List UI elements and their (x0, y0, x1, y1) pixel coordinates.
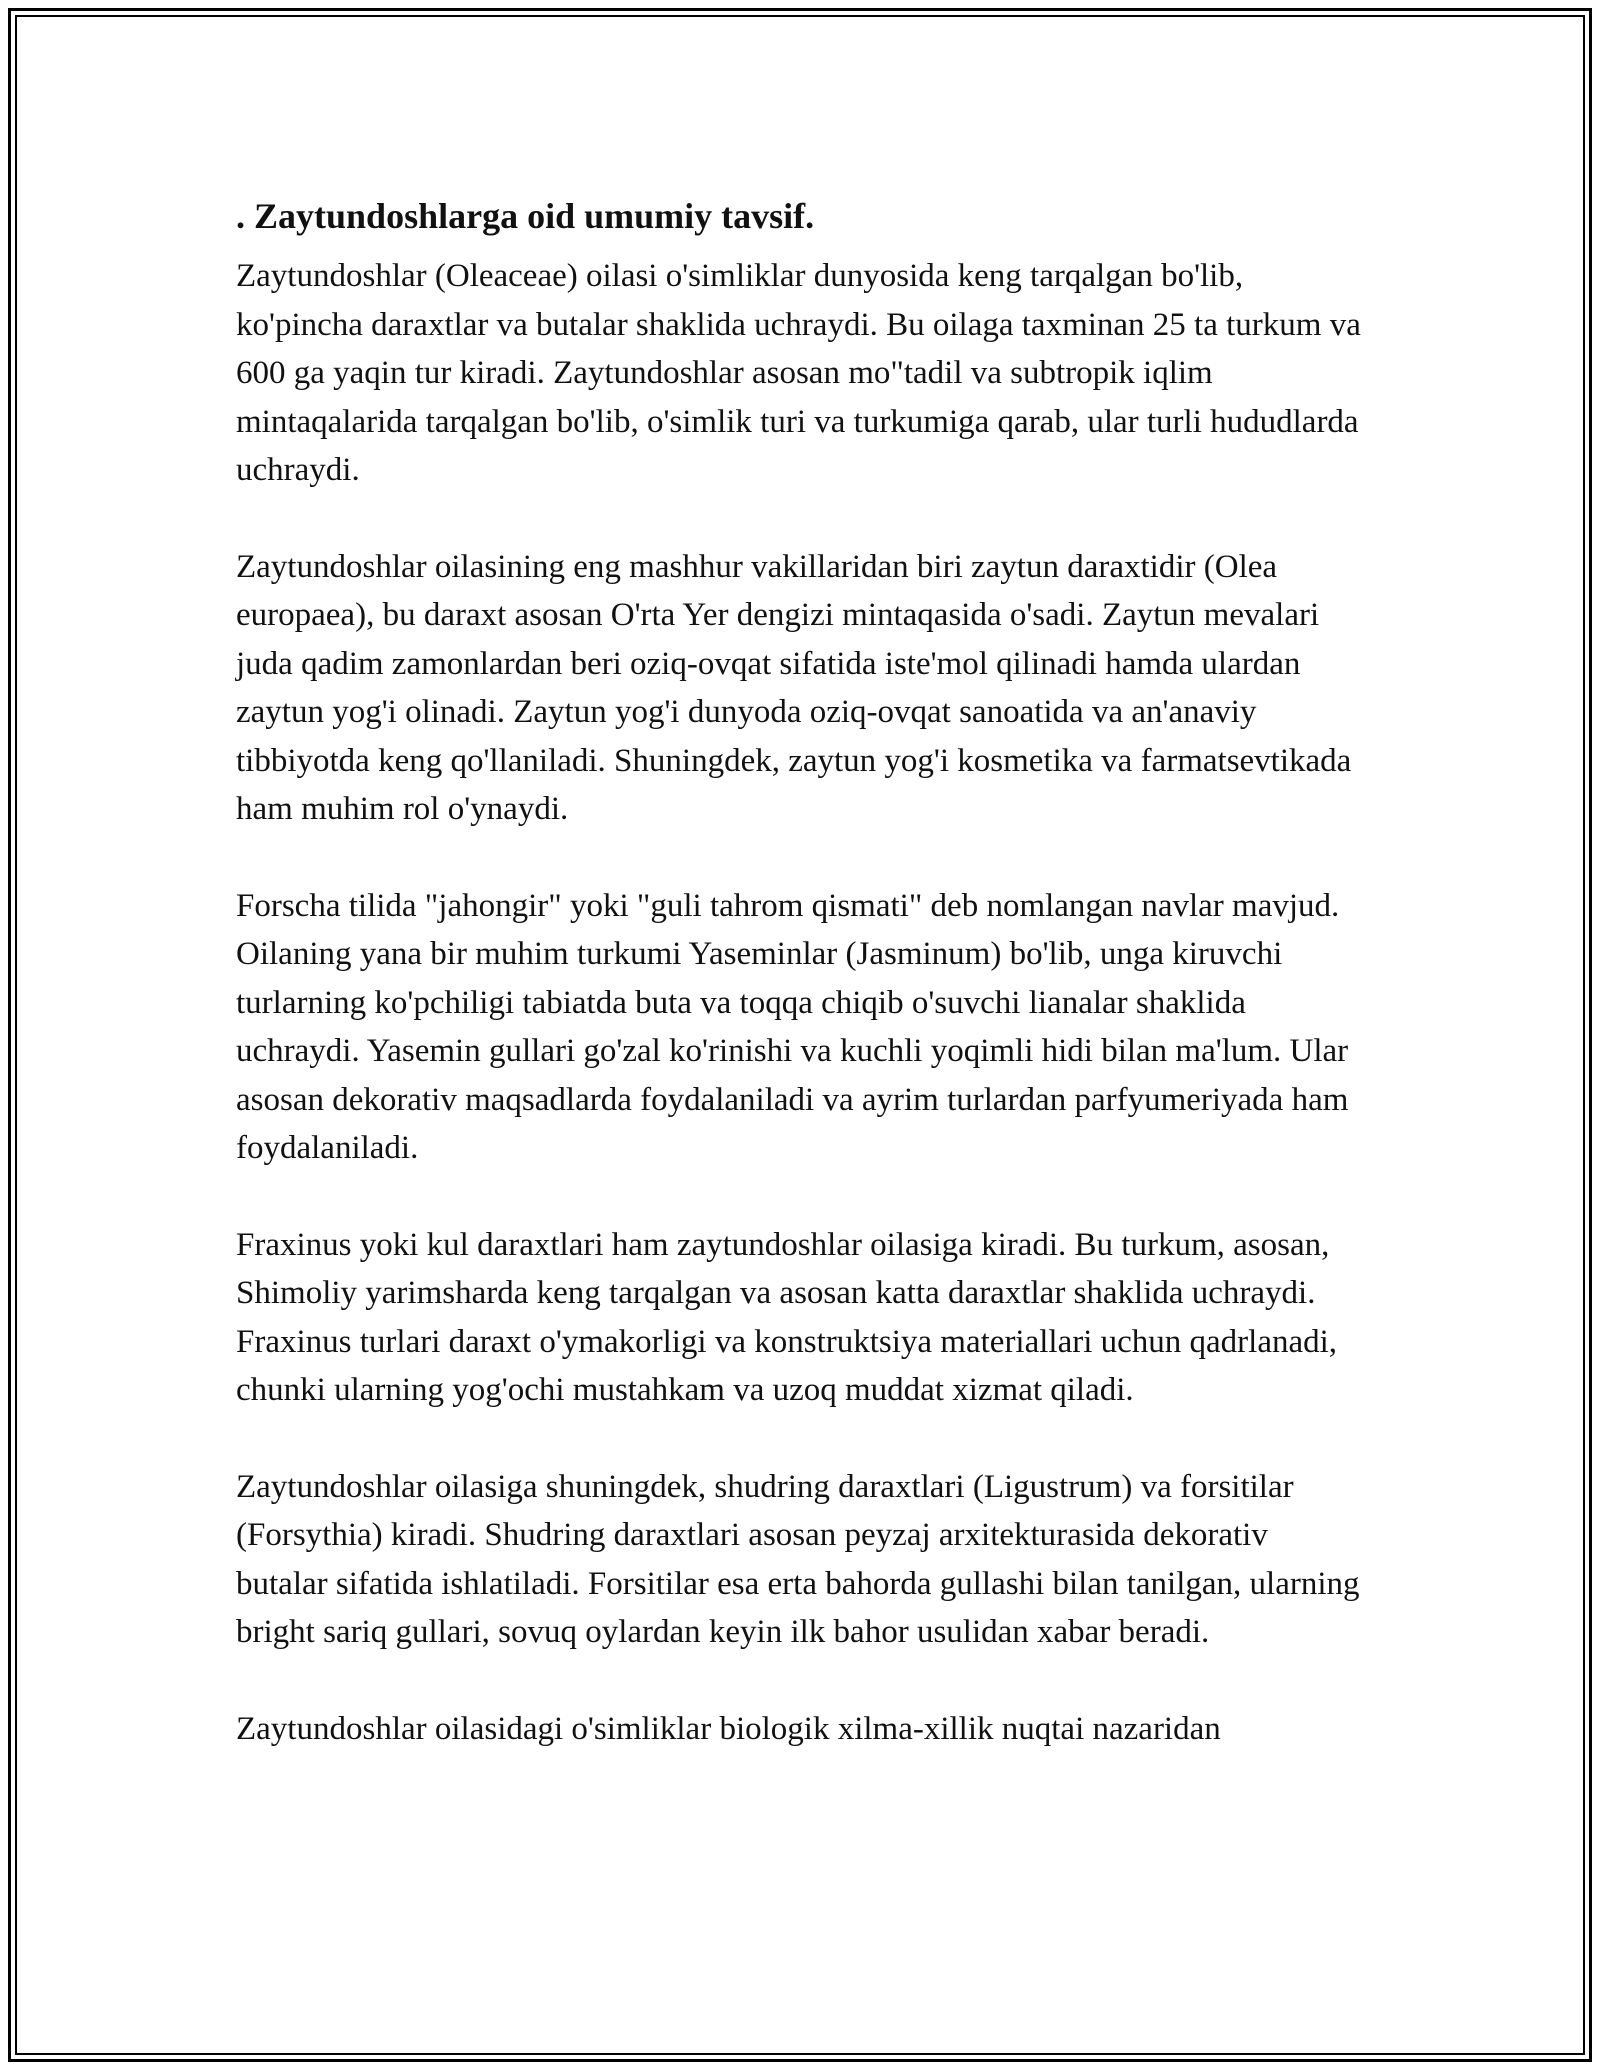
paragraph-fraxinus: Fraxinus yoki kul daraxtlari ham zaytundoshlar oilasiga kiradi. Bu turkum, asosan, Shimoliy yarimsharda keng tarqalgan va asosan katta daraxtlar shaklida uchraydi. Fraxinus turlari daraxt o'ymakorligi va konstruktsiya materiallari uchun qadrlanadi, chunki ularning yog'ochi mustahkam va uzoq muddat xizmat qiladi. (236, 1226, 1338, 1408)
paragraph-biodiversity: Zaytundoshlar oilasidagi o'simliklar biologik xilma-xillik nuqtai nazaridan (236, 1710, 1221, 1747)
paragraph-ligustrum-forsythia: Zaytundoshlar oilasiga shuningdek, shudring daraxtlari (Ligustrum) va forsitilar (Forsythia) kiradi. Shudring daraxtlari asosan peyzaj arxitekturasida dekorativ butalar sifatida ishlatiladi. Forsitilar esa erta bahorda gullashi bilan tanilgan, ularning bright sariq gullari, sovuq oylardan keyin ilk bahor usulidan xabar beradi. (236, 1468, 1360, 1650)
document-body (236, 186, 1366, 1801)
paragraph-olive-tree: Zaytundoshlar oilasining eng mashhur vakillaridan biri zaytun daraxtidir (Olea europaea), bu daraxt asosan O'rta Yer dengizi mintaqasida o'sadi. Zaytun mevalari juda qadim zamonlardan beri oziq-ovqat sifatida iste'mol qilinadi hamda ulardan zaytun yog'i olinadi. Zaytun yog'i dunyoda oziq-ovqat sanoatida va an'anaviy tibbiyotda keng qo'llaniladi. Shuningdek, zaytun yog'i kosmetika va farmatsevtikada ham muhim rol o'ynaydi. (236, 548, 1352, 827)
paragraph-oleaceae-overview: Zaytundoshlar (Oleaceae) oilasi o'simliklar dunyosida keng tarqalgan bo'lib, ko'pincha daraxtlar va butalar shaklida uchraydi. Bu oilaga taxminan 25 ta turkum va 600 ga yaqin tur kiradi. Zaytundoshlar asosan mo"tadil va subtropik iqlim mintaqalarida tarqalgan bo'lib, o'simlik turi va turkumiga qarab, ular turli hududlarda uchraydi. (236, 258, 1361, 488)
section-heading: . Zaytundoshlarga oid umumiy tavsif. (236, 196, 815, 236)
paragraph-jasmine: Forscha tilida "jahongir" yoki "guli tahrom qismati" deb nomlangan navlar mavjud. Oilaning yana bir muhim turkumi Yaseminlar (Jasminum) bo'lib, unga kiruvchi turlarning ko'pchiligi tabiatda buta va toqqa chiqib o'suvchi lianalar shaklida uchraydi. Yasemin gullari go'zal ko'rinishi va kuchli yoqimli hidi bilan ma'lum. Ular asosan dekorativ maqsadlarda foydalaniladi va ayrim turlardan parfyumeriyada ham foydalaniladi. (236, 887, 1349, 1166)
